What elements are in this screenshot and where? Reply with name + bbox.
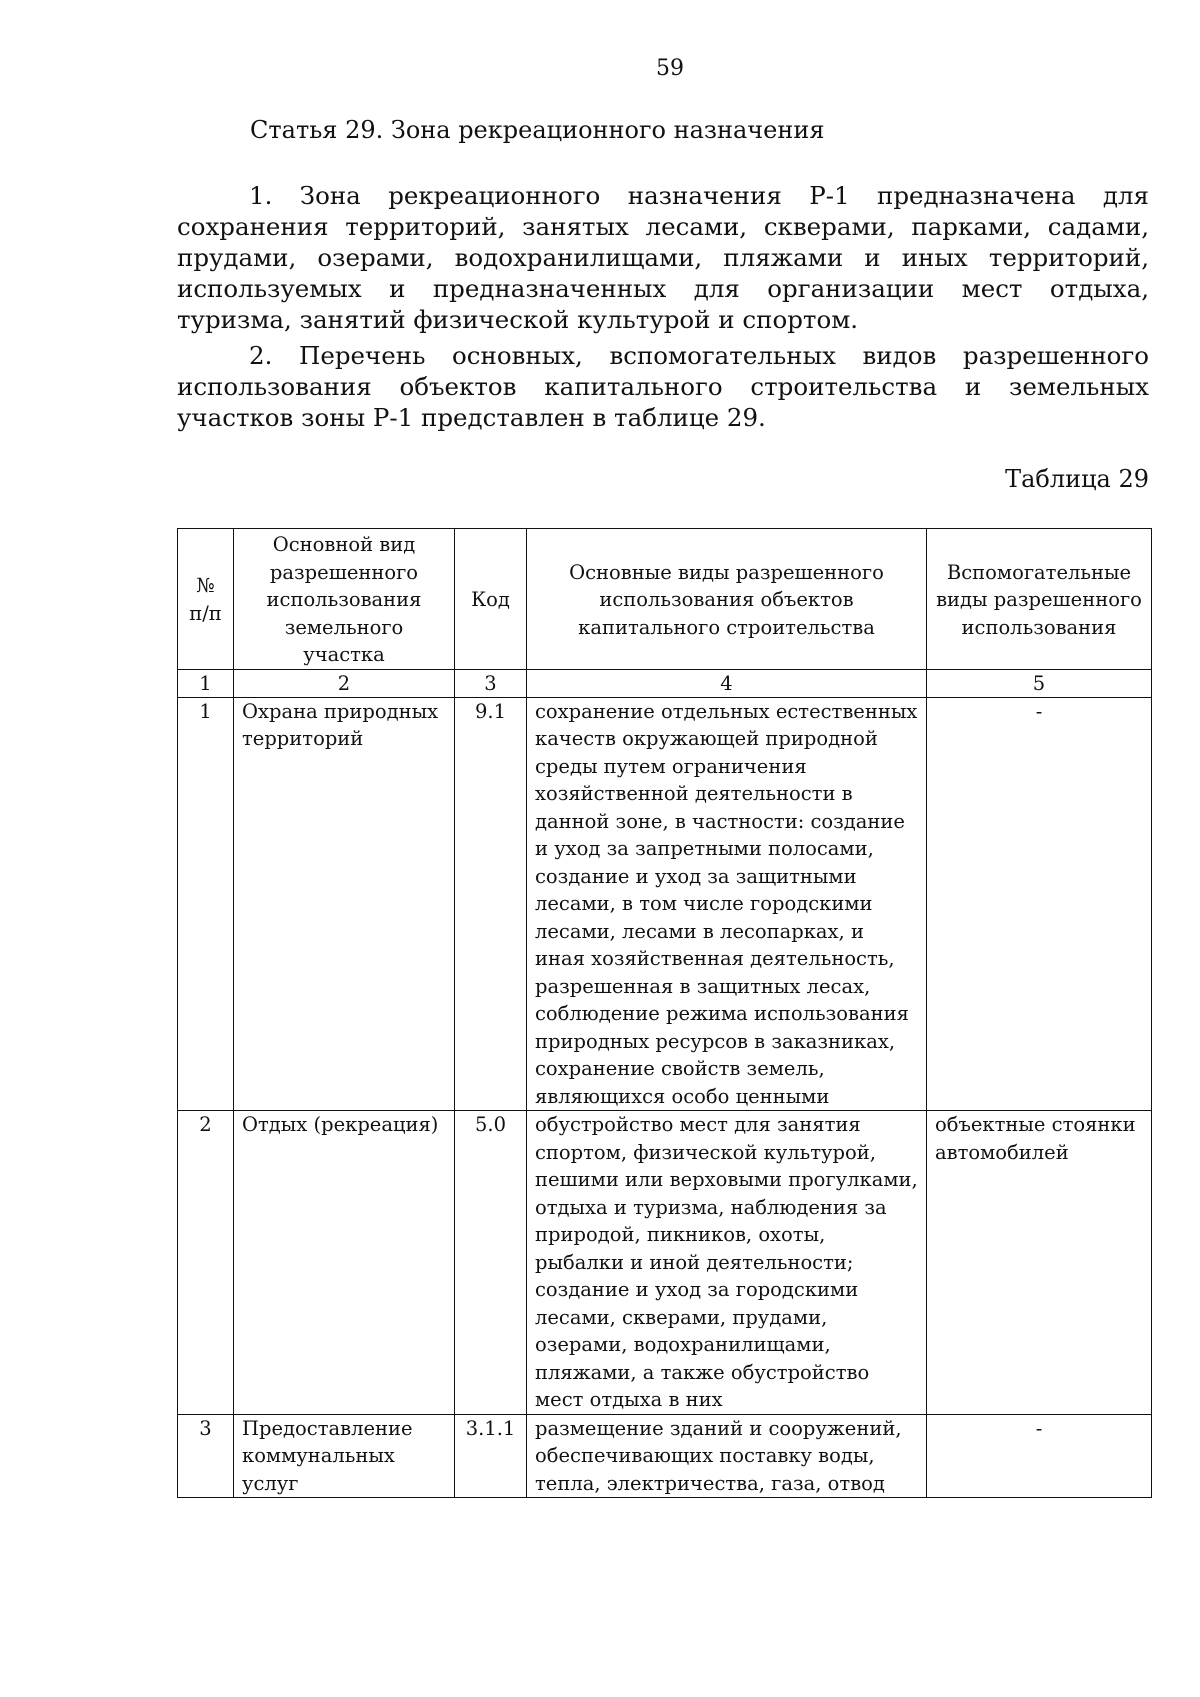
zones-table bbox=[177, 528, 1152, 1498]
header-auxiliary-use: Вспомогательные виды разрешенного использования bbox=[927, 529, 1152, 670]
paragraph-1: 1. Зона рекреационного назначения Р-1 предназначена для сохранения территорий, занятых лесами, скверами, парками, садами, прудами, озерами, водохранилищами, пляжами и иных территорий, используемых и предназначенных для организации мест отдыха, туризма, занятий физической культурой и спортом. bbox=[177, 181, 1149, 334]
main-use-cell: Предоставление коммунальных услуг bbox=[234, 1414, 455, 1498]
code-cell: 3.1.1 bbox=[455, 1414, 527, 1498]
row-number: 2 bbox=[178, 1111, 234, 1415]
table-row bbox=[178, 1111, 1152, 1415]
description-cell: сохранение отдельных естественных качеств окружающей природной среды путем ограничения хозяйственной деятельности в данной зоне, в частности: создание и уход за запретными полосами, создание и уход за защитными лесами, в том числе городскими лесами, лесами в лесопарках, и иная хозяйственная деятельность, разрешенная в защитных лесах, соблюдение режима использования природных ресурсов в заказниках, сохранение свойств земель, являющихся особо ценными bbox=[527, 697, 927, 1111]
description-cell: размещение зданий и сооружений, обеспечивающих поставку воды, тепла, электричества, газа, отвод bbox=[527, 1414, 927, 1498]
column-number: 2 bbox=[234, 669, 455, 697]
table-header-row bbox=[178, 529, 1152, 670]
column-number: 4 bbox=[527, 669, 927, 697]
auxiliary-use-cell: объектные стоянки автомобилей bbox=[927, 1111, 1152, 1415]
column-number: 3 bbox=[455, 669, 527, 697]
auxiliary-use-cell: - bbox=[927, 1414, 1152, 1498]
table-row bbox=[178, 1414, 1152, 1498]
table-caption: Таблица 29 bbox=[1005, 465, 1149, 493]
header-code: Код bbox=[455, 529, 527, 670]
code-cell: 5.0 bbox=[455, 1111, 527, 1415]
header-main-use: Основной вид разрешенного использования земельного участка bbox=[234, 529, 455, 670]
row-number: 1 bbox=[178, 697, 234, 1111]
page-number: 59 bbox=[656, 56, 684, 81]
header-number: № п/п bbox=[178, 529, 234, 670]
main-use-cell: Охрана природных территорий bbox=[234, 697, 455, 1111]
table-row bbox=[178, 697, 1152, 1111]
code-cell: 9.1 bbox=[455, 697, 527, 1111]
header-capital-use: Основные виды разрешенного использования объектов капитального строительства bbox=[527, 529, 927, 670]
main-use-cell: Отдых (рекреация) bbox=[234, 1111, 455, 1415]
column-number: 1 bbox=[178, 669, 234, 697]
article-title: Статья 29. Зона рекреационного назначения bbox=[250, 116, 825, 144]
column-number: 5 bbox=[927, 669, 1152, 697]
row-number: 3 bbox=[178, 1414, 234, 1498]
column-number-row bbox=[178, 669, 1152, 697]
description-cell: обустройство мест для занятия спортом, физической культурой, пешими или верховыми прогулками, отдыха и туризма, наблюдения за природой, пикников, охоты, рыбалки и иной деятельности; создание и уход за городскими лесами, скверами, прудами, озерами, водохранилищами, пляжами, а также обустройство мест отдыха в них bbox=[527, 1111, 927, 1415]
paragraph-2: 2. Перечень основных, вспомогательных видов разрешенного использования объектов капитального строительства и земельных участков зоны Р-1 представлен в таблице 29. bbox=[177, 341, 1149, 432]
auxiliary-use-cell: - bbox=[927, 697, 1152, 1111]
